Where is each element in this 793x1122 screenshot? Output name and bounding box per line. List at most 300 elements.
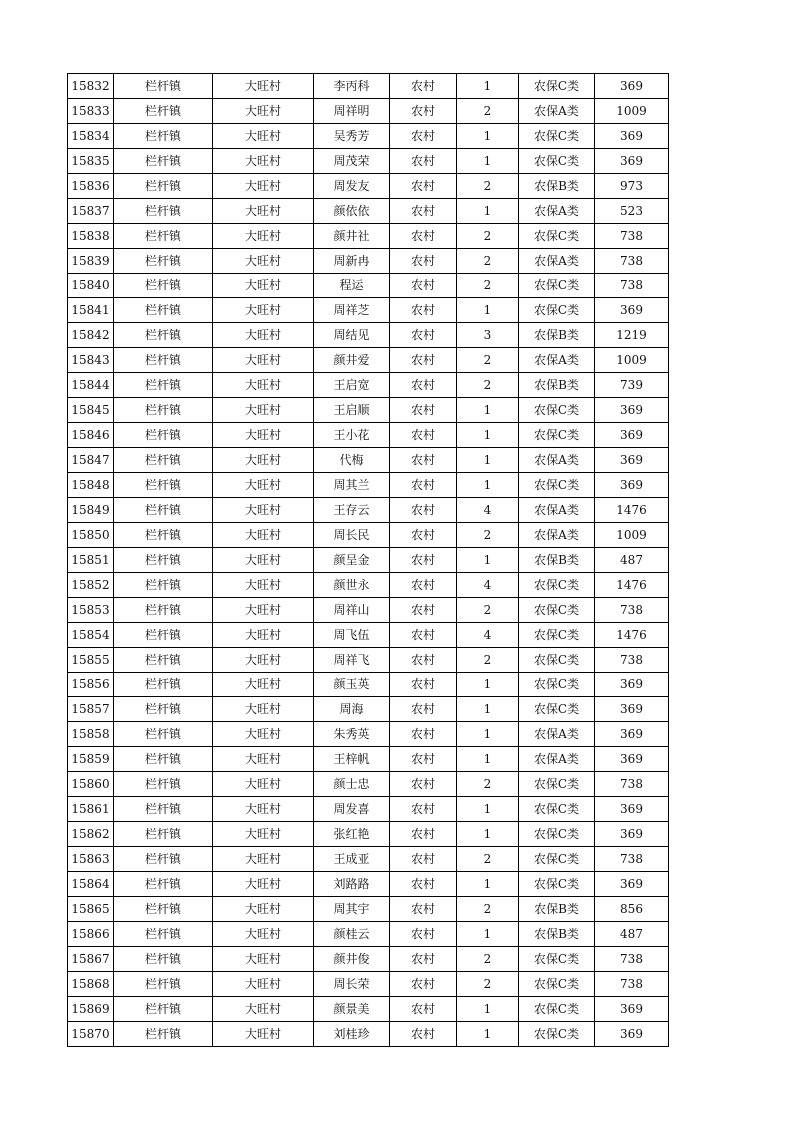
village-cell: 大旺村 xyxy=(213,996,314,1021)
row-id-cell: 15833 xyxy=(68,98,114,123)
table-row xyxy=(68,173,669,198)
row-id-cell: 15842 xyxy=(68,323,114,348)
row-id-cell: 15870 xyxy=(68,1021,114,1046)
town-cell: 栏杆镇 xyxy=(114,373,213,398)
amount-cell: 738 xyxy=(595,248,669,273)
amount-cell: 487 xyxy=(595,547,669,572)
row-id-cell: 15862 xyxy=(68,822,114,847)
person-name-cell: 李丙科 xyxy=(314,74,390,99)
person-name-cell: 周祥明 xyxy=(314,98,390,123)
table-row xyxy=(68,473,669,498)
town-cell: 栏杆镇 xyxy=(114,348,213,373)
area-type-cell: 农村 xyxy=(390,772,457,797)
area-type-cell: 农村 xyxy=(390,547,457,572)
village-cell: 大旺村 xyxy=(213,98,314,123)
amount-cell: 369 xyxy=(595,423,669,448)
area-type-cell: 农村 xyxy=(390,323,457,348)
amount-cell: 1009 xyxy=(595,522,669,547)
person-name-cell: 王启顺 xyxy=(314,398,390,423)
amount-cell: 1476 xyxy=(595,497,669,522)
area-type-cell: 农村 xyxy=(390,74,457,99)
insurance-category-cell: 农保C类 xyxy=(519,971,595,996)
insurance-category-cell: 农保A类 xyxy=(519,448,595,473)
town-cell: 栏杆镇 xyxy=(114,597,213,622)
table-row xyxy=(68,98,669,123)
household-count-cell: 1 xyxy=(457,448,519,473)
household-count-cell: 4 xyxy=(457,497,519,522)
household-count-cell: 1 xyxy=(457,547,519,572)
row-id-cell: 15858 xyxy=(68,722,114,747)
amount-cell: 369 xyxy=(595,298,669,323)
insurance-category-cell: 农保A类 xyxy=(519,497,595,522)
village-cell: 大旺村 xyxy=(213,747,314,772)
insurance-category-cell: 农保C类 xyxy=(519,148,595,173)
town-cell: 栏杆镇 xyxy=(114,198,213,223)
table-row xyxy=(68,622,669,647)
area-type-cell: 农村 xyxy=(390,921,457,946)
insurance-category-cell: 农保C类 xyxy=(519,298,595,323)
town-cell: 栏杆镇 xyxy=(114,223,213,248)
amount-cell: 369 xyxy=(595,672,669,697)
village-cell: 大旺村 xyxy=(213,522,314,547)
household-count-cell: 1 xyxy=(457,198,519,223)
town-cell: 栏杆镇 xyxy=(114,298,213,323)
insurance-category-cell: 农保C类 xyxy=(519,473,595,498)
area-type-cell: 农村 xyxy=(390,647,457,672)
insurance-category-cell: 农保C类 xyxy=(519,273,595,298)
village-cell: 大旺村 xyxy=(213,173,314,198)
person-name-cell: 周海 xyxy=(314,697,390,722)
amount-cell: 1219 xyxy=(595,323,669,348)
table-row xyxy=(68,572,669,597)
area-type-cell: 农村 xyxy=(390,148,457,173)
amount-cell: 738 xyxy=(595,847,669,872)
village-cell: 大旺村 xyxy=(213,148,314,173)
village-cell: 大旺村 xyxy=(213,348,314,373)
household-count-cell: 2 xyxy=(457,772,519,797)
row-id-cell: 15867 xyxy=(68,946,114,971)
village-cell: 大旺村 xyxy=(213,423,314,448)
insurance-category-cell: 农保C类 xyxy=(519,847,595,872)
table-row xyxy=(68,872,669,897)
person-name-cell: 周长荣 xyxy=(314,971,390,996)
household-count-cell: 1 xyxy=(457,123,519,148)
village-cell: 大旺村 xyxy=(213,672,314,697)
area-type-cell: 农村 xyxy=(390,622,457,647)
insurance-category-cell: 农保C类 xyxy=(519,1021,595,1046)
person-name-cell: 王启宽 xyxy=(314,373,390,398)
area-type-cell: 农村 xyxy=(390,697,457,722)
town-cell: 栏杆镇 xyxy=(114,896,213,921)
area-type-cell: 农村 xyxy=(390,223,457,248)
amount-cell: 369 xyxy=(595,148,669,173)
household-count-cell: 2 xyxy=(457,348,519,373)
table-row xyxy=(68,298,669,323)
person-name-cell: 颜呈金 xyxy=(314,547,390,572)
insurance-category-cell: 农保B类 xyxy=(519,921,595,946)
area-type-cell: 农村 xyxy=(390,722,457,747)
village-cell: 大旺村 xyxy=(213,497,314,522)
town-cell: 栏杆镇 xyxy=(114,74,213,99)
area-type-cell: 农村 xyxy=(390,946,457,971)
insurance-category-cell: 农保C类 xyxy=(519,223,595,248)
town-cell: 栏杆镇 xyxy=(114,797,213,822)
village-cell: 大旺村 xyxy=(213,473,314,498)
insurance-category-cell: 农保A类 xyxy=(519,747,595,772)
table-row xyxy=(68,373,669,398)
person-name-cell: 朱秀英 xyxy=(314,722,390,747)
household-count-cell: 1 xyxy=(457,473,519,498)
town-cell: 栏杆镇 xyxy=(114,173,213,198)
town-cell: 栏杆镇 xyxy=(114,647,213,672)
town-cell: 栏杆镇 xyxy=(114,123,213,148)
amount-cell: 369 xyxy=(595,448,669,473)
town-cell: 栏杆镇 xyxy=(114,497,213,522)
person-name-cell: 王小花 xyxy=(314,423,390,448)
household-count-cell: 2 xyxy=(457,373,519,398)
person-name-cell: 颜井俊 xyxy=(314,946,390,971)
village-cell: 大旺村 xyxy=(213,74,314,99)
town-cell: 栏杆镇 xyxy=(114,1021,213,1046)
village-cell: 大旺村 xyxy=(213,772,314,797)
row-id-cell: 15857 xyxy=(68,697,114,722)
village-cell: 大旺村 xyxy=(213,323,314,348)
area-type-cell: 农村 xyxy=(390,98,457,123)
amount-cell: 369 xyxy=(595,996,669,1021)
household-count-cell: 2 xyxy=(457,946,519,971)
household-count-cell: 1 xyxy=(457,872,519,897)
table-row xyxy=(68,348,669,373)
row-id-cell: 15841 xyxy=(68,298,114,323)
household-count-cell: 2 xyxy=(457,98,519,123)
row-id-cell: 15863 xyxy=(68,847,114,872)
area-type-cell: 农村 xyxy=(390,173,457,198)
village-cell: 大旺村 xyxy=(213,547,314,572)
amount-cell: 1009 xyxy=(595,98,669,123)
person-name-cell: 颜景美 xyxy=(314,996,390,1021)
row-id-cell: 15860 xyxy=(68,772,114,797)
row-id-cell: 15844 xyxy=(68,373,114,398)
amount-cell: 369 xyxy=(595,822,669,847)
person-name-cell: 周祥飞 xyxy=(314,647,390,672)
amount-cell: 369 xyxy=(595,1021,669,1046)
row-id-cell: 15845 xyxy=(68,398,114,423)
town-cell: 栏杆镇 xyxy=(114,622,213,647)
person-name-cell: 周其宇 xyxy=(314,896,390,921)
table-row xyxy=(68,971,669,996)
amount-cell: 369 xyxy=(595,473,669,498)
insurance-category-cell: 农保C类 xyxy=(519,398,595,423)
village-cell: 大旺村 xyxy=(213,697,314,722)
person-name-cell: 周祥山 xyxy=(314,597,390,622)
person-name-cell: 周茂荣 xyxy=(314,148,390,173)
village-cell: 大旺村 xyxy=(213,1021,314,1046)
table-body xyxy=(68,74,669,1047)
amount-cell: 369 xyxy=(595,747,669,772)
town-cell: 栏杆镇 xyxy=(114,448,213,473)
town-cell: 栏杆镇 xyxy=(114,747,213,772)
amount-cell: 523 xyxy=(595,198,669,223)
area-type-cell: 农村 xyxy=(390,248,457,273)
insurance-category-cell: 农保C类 xyxy=(519,772,595,797)
row-id-cell: 15866 xyxy=(68,921,114,946)
insurance-category-cell: 农保C类 xyxy=(519,647,595,672)
insurance-category-cell: 农保C类 xyxy=(519,672,595,697)
household-count-cell: 3 xyxy=(457,323,519,348)
household-count-cell: 1 xyxy=(457,148,519,173)
person-name-cell: 周祥芝 xyxy=(314,298,390,323)
village-cell: 大旺村 xyxy=(213,797,314,822)
amount-cell: 738 xyxy=(595,223,669,248)
table-row xyxy=(68,273,669,298)
row-id-cell: 15847 xyxy=(68,448,114,473)
table-row xyxy=(68,946,669,971)
household-count-cell: 2 xyxy=(457,522,519,547)
row-id-cell: 15839 xyxy=(68,248,114,273)
amount-cell: 487 xyxy=(595,921,669,946)
data-table xyxy=(67,73,669,1047)
row-id-cell: 15869 xyxy=(68,996,114,1021)
table-row xyxy=(68,722,669,747)
area-type-cell: 农村 xyxy=(390,797,457,822)
town-cell: 栏杆镇 xyxy=(114,921,213,946)
table-row xyxy=(68,797,669,822)
person-name-cell: 刘路路 xyxy=(314,872,390,897)
person-name-cell: 王梓帆 xyxy=(314,747,390,772)
village-cell: 大旺村 xyxy=(213,921,314,946)
household-count-cell: 2 xyxy=(457,273,519,298)
village-cell: 大旺村 xyxy=(213,298,314,323)
insurance-category-cell: 农保C类 xyxy=(519,996,595,1021)
town-cell: 栏杆镇 xyxy=(114,722,213,747)
town-cell: 栏杆镇 xyxy=(114,946,213,971)
town-cell: 栏杆镇 xyxy=(114,697,213,722)
table-row xyxy=(68,198,669,223)
row-id-cell: 15838 xyxy=(68,223,114,248)
area-type-cell: 农村 xyxy=(390,198,457,223)
town-cell: 栏杆镇 xyxy=(114,772,213,797)
area-type-cell: 农村 xyxy=(390,597,457,622)
row-id-cell: 15835 xyxy=(68,148,114,173)
area-type-cell: 农村 xyxy=(390,473,457,498)
person-name-cell: 周长民 xyxy=(314,522,390,547)
insurance-category-cell: 农保C类 xyxy=(519,597,595,622)
village-cell: 大旺村 xyxy=(213,946,314,971)
table-row xyxy=(68,423,669,448)
household-count-cell: 1 xyxy=(457,996,519,1021)
person-name-cell: 周发喜 xyxy=(314,797,390,822)
amount-cell: 738 xyxy=(595,772,669,797)
row-id-cell: 15843 xyxy=(68,348,114,373)
insurance-category-cell: 农保C类 xyxy=(519,123,595,148)
row-id-cell: 15861 xyxy=(68,797,114,822)
town-cell: 栏杆镇 xyxy=(114,847,213,872)
town-cell: 栏杆镇 xyxy=(114,148,213,173)
table-row xyxy=(68,248,669,273)
person-name-cell: 王存云 xyxy=(314,497,390,522)
area-type-cell: 农村 xyxy=(390,398,457,423)
village-cell: 大旺村 xyxy=(213,971,314,996)
household-count-cell: 1 xyxy=(457,423,519,448)
village-cell: 大旺村 xyxy=(213,273,314,298)
row-id-cell: 15864 xyxy=(68,872,114,897)
row-id-cell: 15846 xyxy=(68,423,114,448)
insurance-category-cell: 农保C类 xyxy=(519,872,595,897)
person-name-cell: 王成亚 xyxy=(314,847,390,872)
town-cell: 栏杆镇 xyxy=(114,996,213,1021)
town-cell: 栏杆镇 xyxy=(114,98,213,123)
insurance-category-cell: 农保B类 xyxy=(519,373,595,398)
village-cell: 大旺村 xyxy=(213,123,314,148)
amount-cell: 1476 xyxy=(595,622,669,647)
table-row xyxy=(68,697,669,722)
town-cell: 栏杆镇 xyxy=(114,672,213,697)
town-cell: 栏杆镇 xyxy=(114,822,213,847)
row-id-cell: 15837 xyxy=(68,198,114,223)
person-name-cell: 刘桂珍 xyxy=(314,1021,390,1046)
row-id-cell: 15849 xyxy=(68,497,114,522)
town-cell: 栏杆镇 xyxy=(114,323,213,348)
person-name-cell: 颜井社 xyxy=(314,223,390,248)
row-id-cell: 15865 xyxy=(68,896,114,921)
household-count-cell: 1 xyxy=(457,921,519,946)
household-count-cell: 1 xyxy=(457,747,519,772)
person-name-cell: 颜士忠 xyxy=(314,772,390,797)
area-type-cell: 农村 xyxy=(390,971,457,996)
person-name-cell: 代梅 xyxy=(314,448,390,473)
table-row xyxy=(68,74,669,99)
amount-cell: 738 xyxy=(595,647,669,672)
person-name-cell: 周结见 xyxy=(314,323,390,348)
area-type-cell: 农村 xyxy=(390,298,457,323)
household-count-cell: 1 xyxy=(457,722,519,747)
insurance-category-cell: 农保A类 xyxy=(519,722,595,747)
area-type-cell: 农村 xyxy=(390,822,457,847)
household-count-cell: 2 xyxy=(457,971,519,996)
household-count-cell: 2 xyxy=(457,647,519,672)
table-row xyxy=(68,522,669,547)
person-name-cell: 吴秀芳 xyxy=(314,123,390,148)
table-row xyxy=(68,448,669,473)
household-count-cell: 2 xyxy=(457,223,519,248)
area-type-cell: 农村 xyxy=(390,348,457,373)
village-cell: 大旺村 xyxy=(213,398,314,423)
household-count-cell: 1 xyxy=(457,398,519,423)
person-name-cell: 周飞伍 xyxy=(314,622,390,647)
town-cell: 栏杆镇 xyxy=(114,398,213,423)
table-row xyxy=(68,323,669,348)
household-count-cell: 1 xyxy=(457,697,519,722)
person-name-cell: 张红艳 xyxy=(314,822,390,847)
village-cell: 大旺村 xyxy=(213,572,314,597)
row-id-cell: 15855 xyxy=(68,647,114,672)
area-type-cell: 农村 xyxy=(390,448,457,473)
insurance-category-cell: 农保C类 xyxy=(519,572,595,597)
insurance-category-cell: 农保B类 xyxy=(519,896,595,921)
amount-cell: 369 xyxy=(595,797,669,822)
household-count-cell: 1 xyxy=(457,672,519,697)
table-row xyxy=(68,672,669,697)
area-type-cell: 农村 xyxy=(390,423,457,448)
town-cell: 栏杆镇 xyxy=(114,572,213,597)
amount-cell: 1009 xyxy=(595,348,669,373)
town-cell: 栏杆镇 xyxy=(114,971,213,996)
household-count-cell: 4 xyxy=(457,622,519,647)
row-id-cell: 15850 xyxy=(68,522,114,547)
table-row xyxy=(68,1021,669,1046)
insurance-category-cell: 农保C类 xyxy=(519,697,595,722)
area-type-cell: 农村 xyxy=(390,1021,457,1046)
amount-cell: 738 xyxy=(595,946,669,971)
household-count-cell: 2 xyxy=(457,248,519,273)
person-name-cell: 周其兰 xyxy=(314,473,390,498)
village-cell: 大旺村 xyxy=(213,448,314,473)
household-count-cell: 2 xyxy=(457,173,519,198)
area-type-cell: 农村 xyxy=(390,847,457,872)
table-row xyxy=(68,847,669,872)
insurance-category-cell: 农保A类 xyxy=(519,198,595,223)
row-id-cell: 15832 xyxy=(68,74,114,99)
person-name-cell: 颜依依 xyxy=(314,198,390,223)
table-row xyxy=(68,123,669,148)
area-type-cell: 农村 xyxy=(390,896,457,921)
person-name-cell: 颜井爱 xyxy=(314,348,390,373)
area-type-cell: 农村 xyxy=(390,747,457,772)
area-type-cell: 农村 xyxy=(390,123,457,148)
amount-cell: 739 xyxy=(595,373,669,398)
table-row xyxy=(68,148,669,173)
row-id-cell: 15854 xyxy=(68,622,114,647)
person-name-cell: 周发友 xyxy=(314,173,390,198)
area-type-cell: 农村 xyxy=(390,497,457,522)
town-cell: 栏杆镇 xyxy=(114,273,213,298)
village-cell: 大旺村 xyxy=(213,198,314,223)
table-row xyxy=(68,547,669,572)
amount-cell: 369 xyxy=(595,74,669,99)
town-cell: 栏杆镇 xyxy=(114,872,213,897)
amount-cell: 369 xyxy=(595,872,669,897)
insurance-category-cell: 农保C类 xyxy=(519,797,595,822)
insurance-category-cell: 农保C类 xyxy=(519,822,595,847)
village-cell: 大旺村 xyxy=(213,647,314,672)
amount-cell: 1476 xyxy=(595,572,669,597)
village-cell: 大旺村 xyxy=(213,847,314,872)
area-type-cell: 农村 xyxy=(390,672,457,697)
insurance-category-cell: 农保A类 xyxy=(519,98,595,123)
household-count-cell: 2 xyxy=(457,896,519,921)
insurance-category-cell: 农保C类 xyxy=(519,946,595,971)
table-row xyxy=(68,822,669,847)
household-count-cell: 1 xyxy=(457,74,519,99)
table-row xyxy=(68,497,669,522)
person-name-cell: 颜桂云 xyxy=(314,921,390,946)
area-type-cell: 农村 xyxy=(390,373,457,398)
town-cell: 栏杆镇 xyxy=(114,248,213,273)
town-cell: 栏杆镇 xyxy=(114,522,213,547)
row-id-cell: 15856 xyxy=(68,672,114,697)
person-name-cell: 颜世永 xyxy=(314,572,390,597)
table-row xyxy=(68,747,669,772)
row-id-cell: 15868 xyxy=(68,971,114,996)
amount-cell: 369 xyxy=(595,398,669,423)
amount-cell: 738 xyxy=(595,273,669,298)
table-row xyxy=(68,647,669,672)
amount-cell: 369 xyxy=(595,697,669,722)
town-cell: 栏杆镇 xyxy=(114,423,213,448)
village-cell: 大旺村 xyxy=(213,896,314,921)
table-row xyxy=(68,772,669,797)
person-name-cell: 周新冉 xyxy=(314,248,390,273)
